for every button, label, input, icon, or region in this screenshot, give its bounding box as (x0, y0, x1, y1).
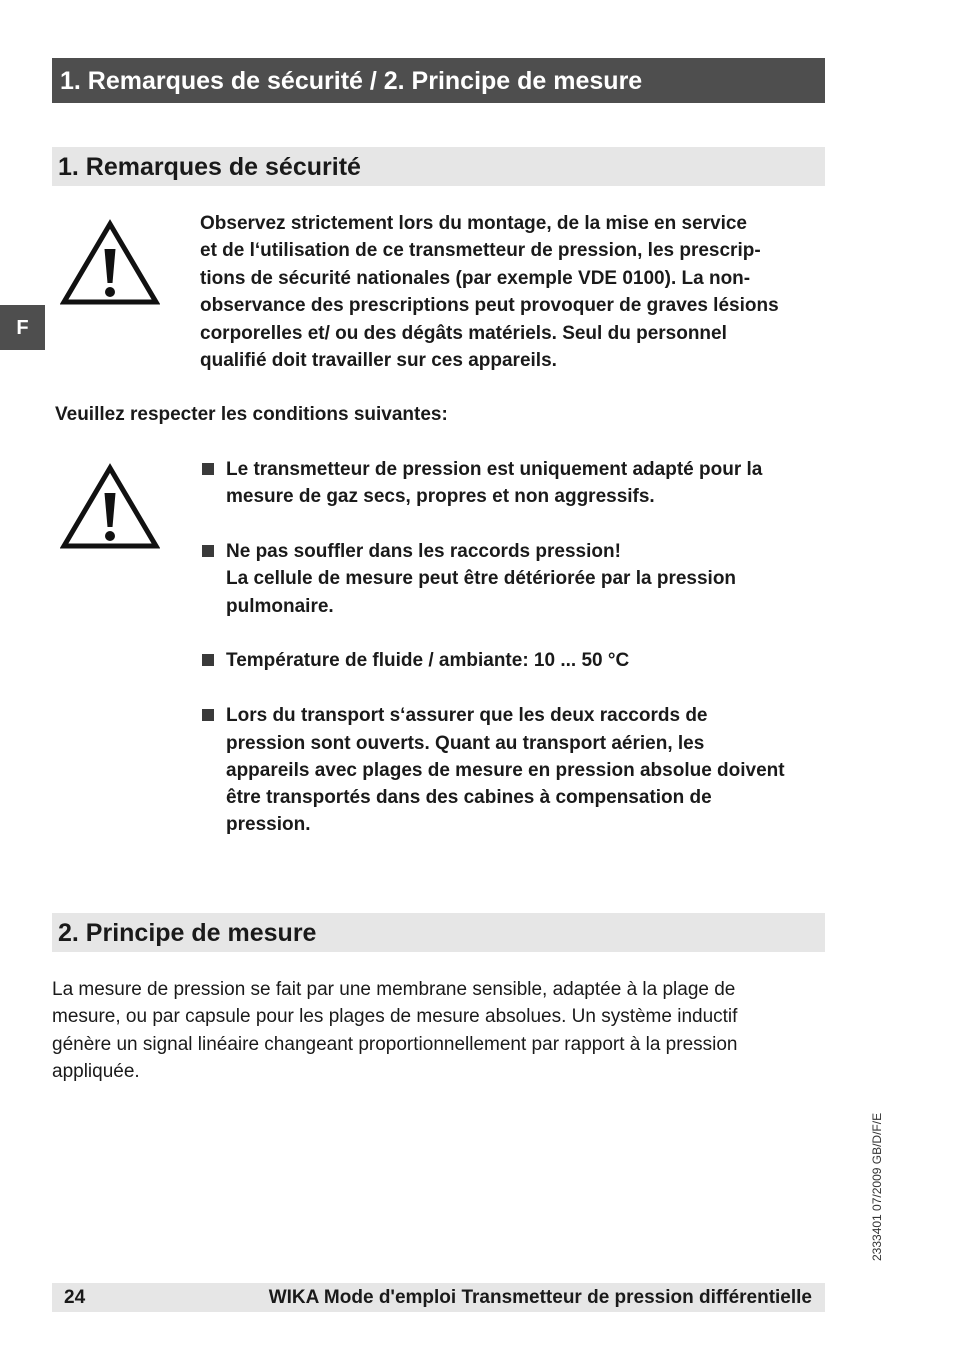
bullet-line: pression sont ouverts. Quant au transport aérien, les (226, 732, 705, 754)
language-tab: F (0, 305, 45, 350)
list-item (200, 702, 840, 838)
intro-line: qualifié doit travailler sur ces appareils. (200, 350, 557, 372)
intro-line: Observez strictement lors du montage, de la mise en service (200, 213, 747, 234)
bullet-line: pression. (226, 814, 311, 836)
warning-triangle-icon (60, 219, 160, 306)
principle-paragraph (52, 976, 832, 1085)
page-number: 24 (64, 1287, 86, 1308)
bullet-square-icon (202, 709, 214, 721)
bullet-square-icon (202, 654, 214, 666)
document-code: 2333401 07/2009 GB/D/F/E (870, 1112, 884, 1261)
bullet-line: Température de fluide / ambiante: 10 ... 50 °C (226, 650, 630, 672)
bullet-square-icon (202, 463, 214, 475)
body-line: La mesure de pression se fait par une membrane sensible, adaptée à la plage de (52, 979, 736, 1000)
bullet-line: Ne pas souffler dans les raccords pression! (226, 541, 621, 563)
bullet-square-icon (202, 545, 214, 557)
conditions-list (200, 456, 840, 839)
footer (52, 1283, 825, 1312)
safety-intro-paragraph (200, 210, 830, 374)
section-heading-safety: 1. Remarques de sécurité (52, 147, 825, 186)
section-heading-principle: 2. Principe de mesure (52, 913, 825, 952)
intro-line: et de l‘utilisation de ce transmetteur de pression, les prescrip- (200, 240, 761, 262)
conditions-heading: Veuillez respecter les conditions suivantes: (55, 404, 448, 425)
list-item (200, 456, 840, 511)
footer-title: WIKA Mode d'emploi Transmetteur de pression différentielle (268, 1287, 812, 1308)
list-item (200, 647, 840, 674)
intro-line: observance des prescriptions peut provoquer de graves lésions (200, 295, 779, 317)
list-item (200, 538, 840, 620)
intro-line: corporelles et/ ou des dégâts matériels. Seul du personnel (200, 322, 727, 344)
body-line: génère un signal linéaire changeant proportionnellement par rapport à la pression (52, 1033, 738, 1055)
body-line: mesure, ou par capsule pour les plages de mesure absolues. Un système inductif (52, 1006, 738, 1028)
bullet-line: pulmonaire. (226, 595, 334, 617)
page-title: 1. Remarques de sécurité / 2. Principe de mesure (52, 58, 825, 103)
bullet-line: Lors du transport s‘assurer que les deux raccords de (226, 705, 708, 727)
bullet-line: La cellule de mesure peut être détériorée par la pression (226, 568, 737, 590)
intro-line: tions de sécurité nationales (par exemple VDE 0100). La non- (200, 267, 751, 289)
bullet-line: appareils avec plages de mesure en pression absolue doivent (226, 759, 785, 781)
body-line: appliquée. (52, 1060, 140, 1082)
bullet-line: être transportés dans des cabines à compensation de (226, 787, 712, 809)
warning-triangle-icon (60, 463, 160, 550)
bullet-line: Le transmetteur de pression est uniquement adapté pour la (226, 459, 763, 480)
bullet-line: mesure de gaz secs, propres et non aggressifs. (226, 486, 655, 508)
